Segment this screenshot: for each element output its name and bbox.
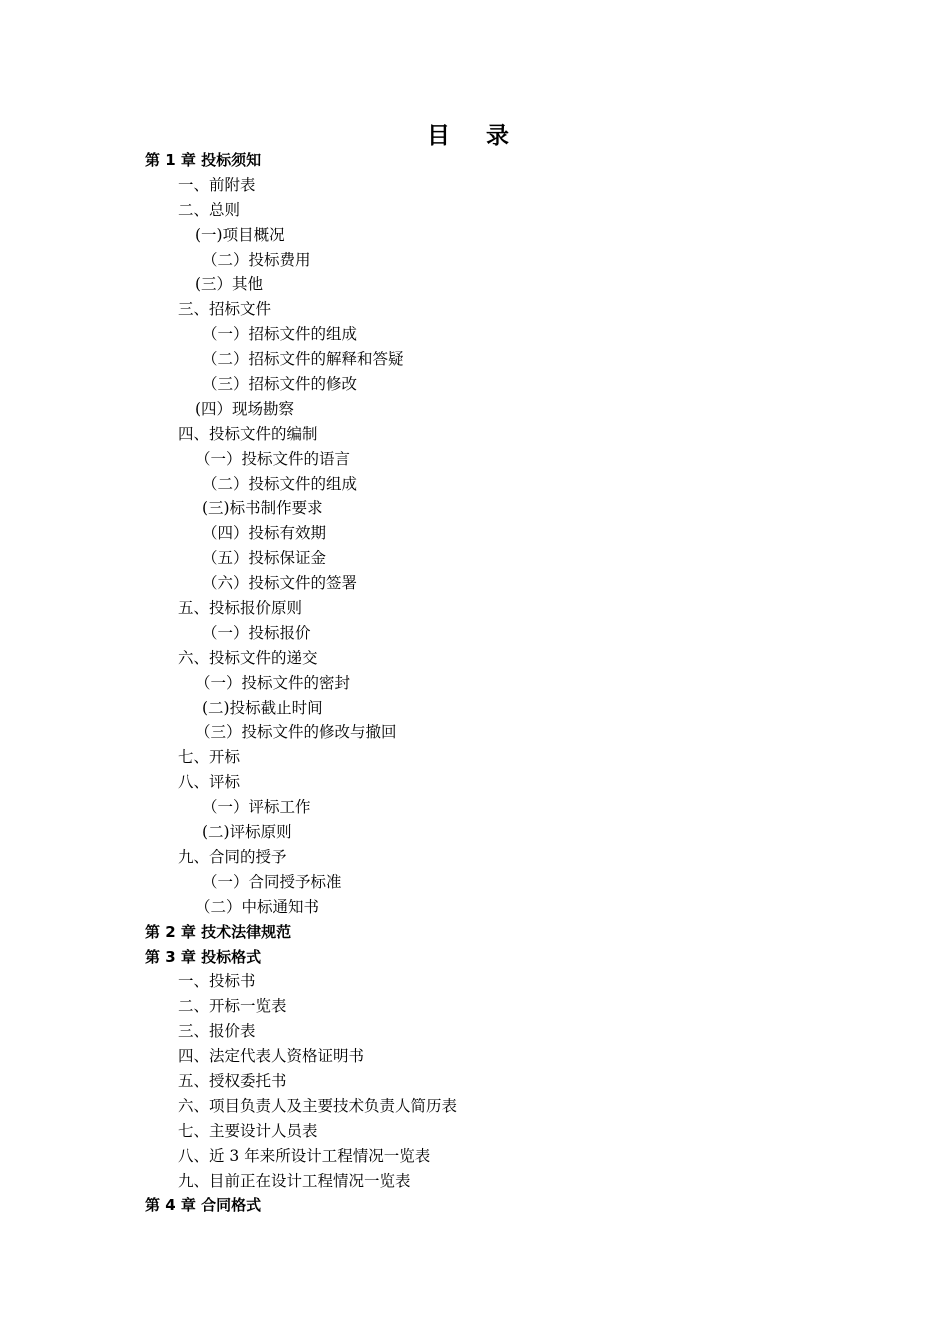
toc-entry-sub-b: （一）合同授予标准 bbox=[202, 872, 342, 891]
toc-entry-sub-b: （二）投标文件的组成 bbox=[202, 474, 358, 493]
toc-entry-sub-a: (三）其他 bbox=[195, 275, 264, 294]
toc-entry-sub-b: （五）投标保证金 bbox=[202, 549, 327, 568]
toc-entry-sub-a: (一)项目概况 bbox=[195, 225, 285, 244]
toc-entry-section: 四、法定代表人资格证明书 bbox=[178, 1047, 365, 1066]
toc-entry-section: 一、投标书 bbox=[178, 972, 256, 991]
toc-entry-sub-a: (四）现场勘察 bbox=[195, 399, 295, 418]
toc-entry-sub-b: （二）招标文件的解释和答疑 bbox=[202, 350, 404, 369]
toc-entry-sub-b: （一）投标报价 bbox=[202, 623, 311, 642]
toc-entry-sub-a: （一）投标文件的语言 bbox=[195, 449, 351, 468]
toc-entry-section: 四、投标文件的编制 bbox=[178, 424, 318, 443]
toc-entry-section: 三、报价表 bbox=[178, 1022, 256, 1041]
toc-entry-sub-b: （一）招标文件的组成 bbox=[202, 325, 358, 344]
toc-entry-section: 一、前附表 bbox=[178, 175, 256, 194]
toc-entry-chapter: 第 3 章 投标格式 bbox=[145, 947, 262, 966]
toc-entry-chapter: 第 1 章 投标须知 bbox=[145, 151, 262, 169]
toc-entry-section: 五、授权委托书 bbox=[178, 1071, 287, 1090]
toc-entry-section: 八、评标 bbox=[178, 773, 241, 792]
toc-entry-sub-b: （三）招标文件的修改 bbox=[202, 375, 358, 394]
table-of-contents bbox=[0, 148, 950, 1218]
toc-entry-sub-b: （二）投标费用 bbox=[202, 250, 311, 269]
toc-entry-chapter: 第 2 章 技术法律规范 bbox=[145, 922, 292, 941]
toc-entry-sub-a: （二）中标通知书 bbox=[195, 897, 320, 916]
toc-entry-sub-b: (三)标书制作要求 bbox=[202, 499, 323, 518]
toc-entry-section: 三、招标文件 bbox=[178, 300, 272, 319]
toc-entry-section: 八、近 3 年来所设计工程情况一览表 bbox=[178, 1146, 431, 1165]
toc-entry-section: 五、投标报价原则 bbox=[178, 599, 303, 618]
toc-entry-sub-b: (二)投标截止时间 bbox=[202, 698, 323, 717]
toc-entry-sub-b: (二)评标原则 bbox=[202, 823, 292, 842]
toc-entry-section: 六、投标文件的递交 bbox=[178, 648, 318, 667]
toc-entry-sub-b: （四）投标有效期 bbox=[202, 524, 327, 543]
toc-entry-section: 九、目前正在设计工程情况一览表 bbox=[178, 1171, 411, 1190]
toc-entry-section: 二、总则 bbox=[178, 200, 241, 219]
toc-entry-section: 七、开标 bbox=[178, 748, 241, 767]
toc-entry-section: 六、项目负责人及主要技术负责人简历表 bbox=[178, 1096, 458, 1115]
toc-entry-sub-a: （一）投标文件的密封 bbox=[195, 673, 351, 692]
page-title: 目 录 bbox=[426, 122, 523, 149]
toc-entry-sub-a: （三）投标文件的修改与撤回 bbox=[195, 723, 397, 742]
toc-entry-section: 七、主要设计人员表 bbox=[178, 1121, 318, 1140]
toc-entry-sub-b: （一）评标工作 bbox=[202, 798, 311, 817]
toc-entry-section: 九、合同的授予 bbox=[178, 847, 287, 866]
toc-entry-section: 二、开标一览表 bbox=[178, 997, 287, 1016]
toc-entry-sub-b: （六）投标文件的签署 bbox=[202, 574, 358, 593]
toc-entry-chapter: 第 4 章 合同格式 bbox=[145, 1196, 262, 1215]
